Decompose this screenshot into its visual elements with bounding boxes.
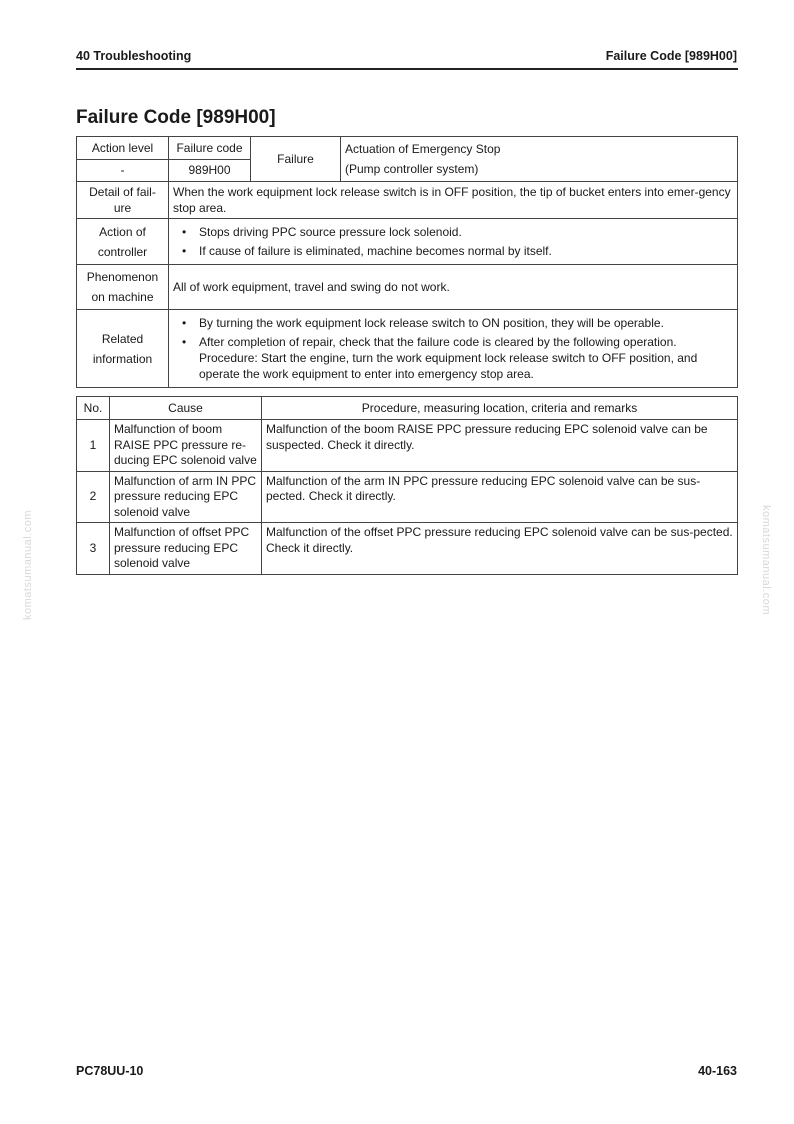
table-row xyxy=(77,471,738,523)
watermark-right: komatsumanual.com xyxy=(760,505,772,615)
row-number: 3 xyxy=(77,523,110,575)
action-level-value: - xyxy=(77,159,169,182)
cause-header-row xyxy=(77,397,738,420)
info-header-row xyxy=(77,137,738,160)
action-item: • If cause of failure is eliminated, machine becomes normal by itself. xyxy=(173,243,733,259)
running-header-section: 40 Troubleshooting xyxy=(76,49,192,63)
failure-label: Failure xyxy=(251,137,341,182)
phenomenon-label: Phenomenon on machine xyxy=(77,265,169,310)
action-list-cell xyxy=(169,219,738,265)
column-header-no: No. xyxy=(77,397,110,420)
row-procedure: Malfunction of the boom RAISE PPC pressure reducing EPC solenoid valve can be suspected. Check it directly. xyxy=(262,420,738,472)
related-list-cell xyxy=(169,310,738,388)
action-item: • Stops driving PPC source pressure lock solenoid. xyxy=(173,224,733,240)
failure-code-label: Failure code xyxy=(169,137,251,160)
row-number: 2 xyxy=(77,471,110,523)
running-header-title: Failure Code [989H00] xyxy=(605,49,737,63)
phenomenon-row xyxy=(77,265,738,310)
detail-label: Detail of fail- ure xyxy=(77,182,169,219)
column-header-procedure: Procedure, measuring location, criteria and remarks xyxy=(262,397,738,420)
related-list xyxy=(173,315,733,382)
related-row xyxy=(77,310,738,388)
failure-description-line: Actuation of Emergency Stop xyxy=(345,142,501,156)
action-label: Action of controller xyxy=(77,219,169,265)
watermark-left: komatsumanual.com xyxy=(22,510,34,620)
table-row xyxy=(77,420,738,472)
phenomenon-text: All of work equipment, travel and swing do not work. xyxy=(169,265,738,310)
footer-page-number: 40-163 xyxy=(698,1064,737,1078)
related-item: • After completion of repair, check that the failure code is cleared by the following operation. Procedure: Start the engine, turn the work equipment lock release switch to OFF position, and operate the work equipment to enter into emergency stop area. xyxy=(173,334,733,382)
row-cause: Malfunction of offset PPC pressure reducing EPC solenoid valve xyxy=(110,523,262,575)
header-rule xyxy=(76,68,738,70)
failure-description xyxy=(341,137,738,182)
action-list xyxy=(173,224,733,259)
detail-text: When the work equipment lock release switch is in OFF position, the tip of bucket enters into emer-gency stop area. xyxy=(169,182,738,219)
action-row xyxy=(77,219,738,265)
column-header-cause: Cause xyxy=(110,397,262,420)
page-title: Failure Code [989H00] xyxy=(76,107,276,128)
table-row xyxy=(77,523,738,575)
row-number: 1 xyxy=(77,420,110,472)
cause-table xyxy=(76,396,738,575)
row-cause: Malfunction of arm IN PPC pressure reducing EPC solenoid valve xyxy=(110,471,262,523)
footer-model: PC78UU-10 xyxy=(76,1064,144,1078)
row-cause: Malfunction of boom RAISE PPC pressure re-ducing EPC solenoid valve xyxy=(110,420,262,472)
failure-code-value: 989H00 xyxy=(169,159,251,182)
row-procedure: Malfunction of the arm IN PPC pressure reducing EPC solenoid valve can be sus-pected. Check it directly. xyxy=(262,471,738,523)
action-level-label: Action level xyxy=(77,137,169,160)
detail-row xyxy=(77,182,738,219)
related-label: Related information xyxy=(77,310,169,388)
row-procedure: Malfunction of the offset PPC pressure reducing EPC solenoid valve can be sus-pected. Check it directly. xyxy=(262,523,738,575)
failure-description-line: (Pump controller system) xyxy=(345,162,479,176)
failure-info-table xyxy=(76,136,738,388)
related-item: • By turning the work equipment lock release switch to ON position, they will be operable. xyxy=(173,315,733,331)
